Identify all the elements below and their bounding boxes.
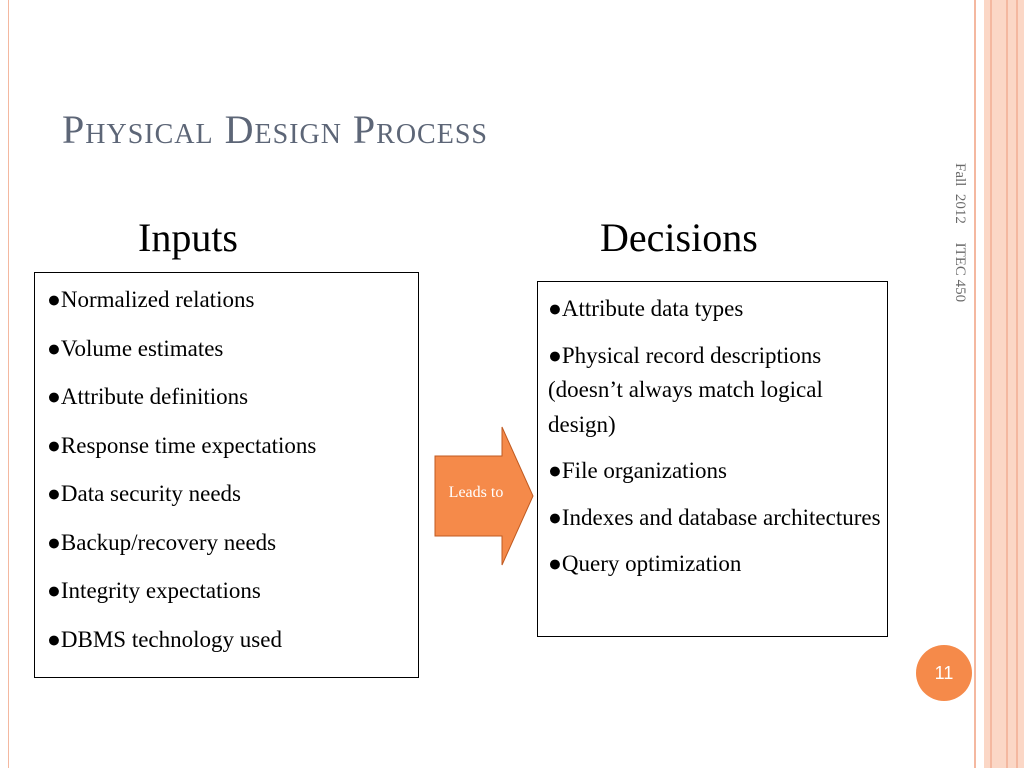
list-item: ●Indexes and database architectures (548, 504, 881, 530)
list-item: ●Normalized relations (47, 287, 255, 312)
slide-border-line (1016, 0, 1018, 768)
list-item: ●Data security needs (47, 481, 241, 506)
list-item: ●Query optimization (548, 551, 742, 576)
list-item: ●File organizations (548, 458, 727, 483)
slide-border-line (990, 0, 992, 768)
decisions-box (537, 281, 888, 637)
slide-border-line (1006, 0, 1008, 768)
slide-border-line (974, 0, 976, 768)
list-item: ●Integrity expectations (47, 578, 261, 603)
arrow-label: Leads to (448, 484, 504, 501)
page-number-badge: 11 (916, 645, 972, 701)
decisions-heading: Decisions (600, 215, 758, 260)
list-item: ●Attribute data types (548, 296, 744, 321)
list-item: ●DBMS technology used (47, 626, 282, 652)
list-item: ●Physical record descriptions (doesn’t always match logical design) (548, 342, 823, 437)
inputs-box (34, 272, 419, 678)
course-footer: Fall 2012 ITEC 450 (952, 163, 968, 303)
list-item: ●Volume estimates (47, 335, 224, 361)
inputs-heading: Inputs (138, 215, 238, 260)
list-item: ●Response time expectations (47, 432, 317, 458)
list-item: ●Attribute definitions (47, 384, 249, 409)
slide-border-left (8, 0, 9, 768)
slide-title: Physical Design Process (62, 107, 488, 152)
list-item: ●Backup/recovery needs (47, 529, 277, 555)
